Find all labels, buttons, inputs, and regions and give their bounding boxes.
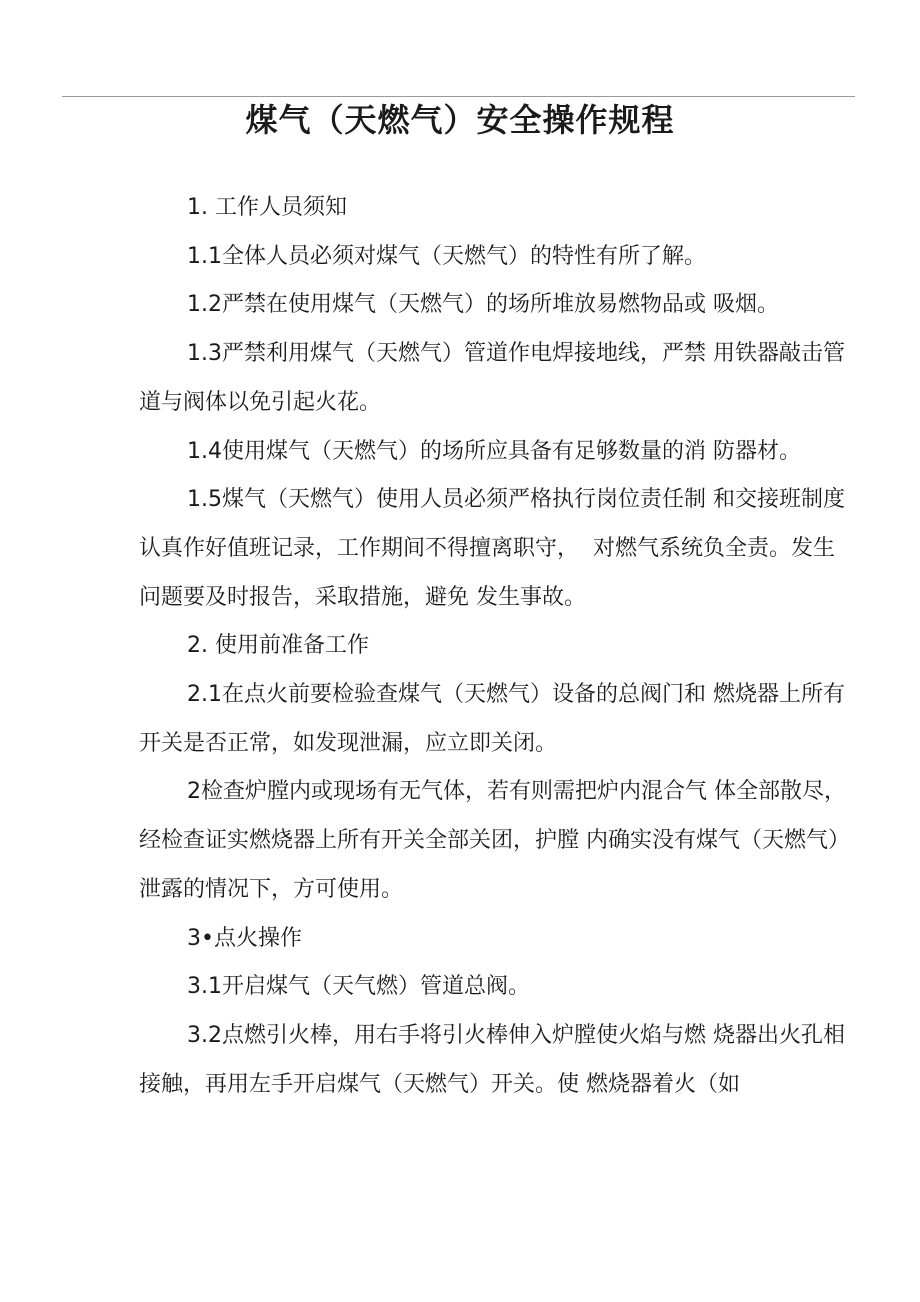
paragraph-1-4: 1.4使用煤气（天燃气）的场所应具备有足够数量的消 防器材。 [187, 438, 801, 464]
section-heading-2: 2. 使用前准备工作 [187, 633, 369, 659]
paragraph-3-1: 3.1开启煤气（天气燃）管道总阀。 [187, 974, 530, 1000]
paragraph-2-2: 2检查炉膛内或现场有无气体，若有则需把炉内混合气 体全部散尽，经检查证实燃烧器上所有开关全部关团，护膛 内确实没有煤气（天燃气）泄露的情况下，方可使用。 [139, 779, 850, 902]
paragraph-1-2: 1.2严禁在使用煤气（天燃气）的场所堆放易燃物品或 吸烟。 [187, 292, 779, 318]
document-title: 煤气（天燃气）安全操作规程 [245, 101, 675, 139]
section-heading-3: 3•点火操作 [187, 925, 302, 951]
paragraph-1-3: 1.3严禁利用煤气（天燃气）管道作电焊接地线，严禁 用铁器敲击管道与阀体以免引起火花。 [139, 341, 845, 415]
section-heading-1: 1. 工作人员须知 [187, 195, 347, 220]
paragraph-1-1: 1.1全体人员必须对煤气（天燃气）的特性有所了解。 [187, 243, 706, 269]
paragraph-1-5: 1.5煤气（天燃气）使用人员必须严格执行岗位责任制 和交接班制度认真作好值班记录，工作期间不得擅离职守， 对燃气系统负全责。发生问题要及时报告，采取措施，避免 发生事故。 [139, 487, 845, 610]
header-rule [62, 96, 855, 97]
document-body [139, 184, 851, 1109]
paragraph-3-2: 3.2点燃引火棒，用右手将引火棒伸入炉膛使火焰与燃 烧器出火孔相接触，再用左手开启煤气（天燃气）开关。使 燃烧器着火（如 [139, 1022, 845, 1097]
paragraph-2-1: 2.1在点火前要检验查煤气（天燃气）设备的总阀门和 燃烧器上所有开关是否正常，如发现泄漏，应立即关闭。 [139, 682, 845, 756]
